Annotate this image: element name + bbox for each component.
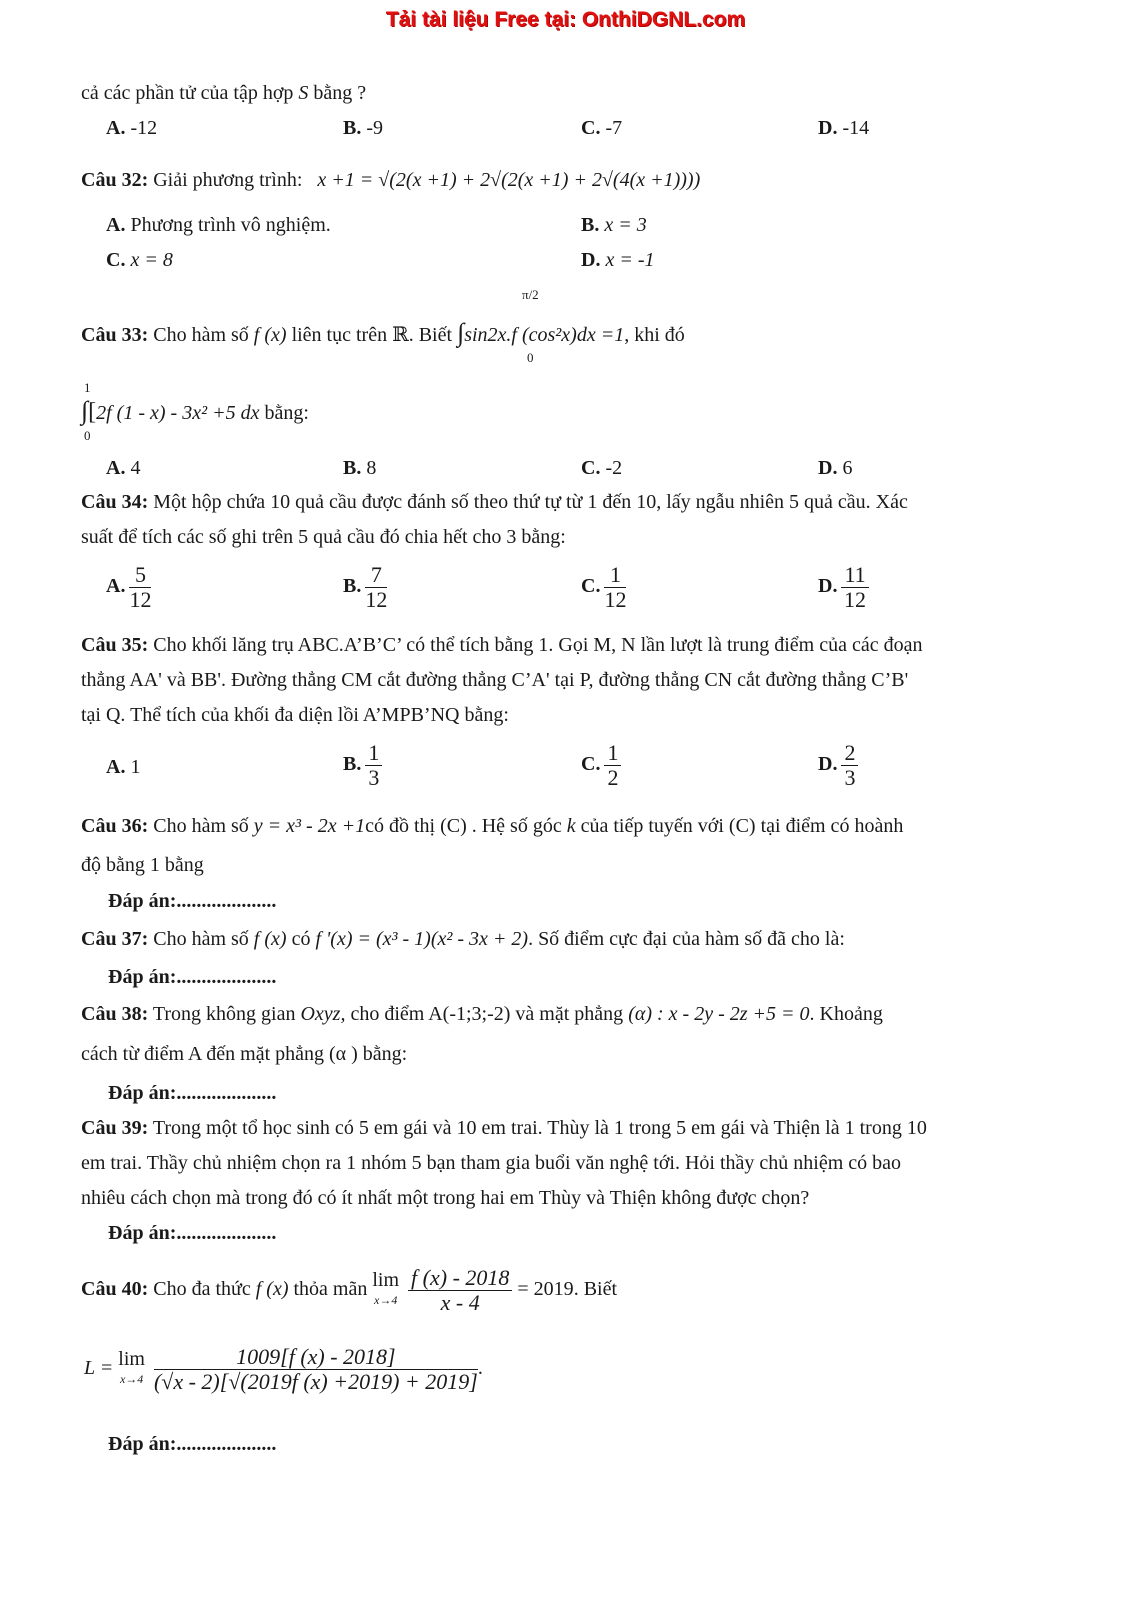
q33-upper-bound: π/2 <box>522 287 539 302</box>
q39-answer[interactable]: Đáp án:.................... <box>108 1222 277 1244</box>
q37-answer[interactable]: Đáp án:.................... <box>108 966 277 988</box>
q33-lower-bound: 0 <box>527 350 534 365</box>
q31-text: cả các phần tử của tập hợp S bằng ? <box>81 82 367 104</box>
q38-line-1: Câu 38: Trong không gian Oxyz, cho điểm A(-1;3;-2) và mặt phẳng (α) : x - 2y - 2z +5 = 0. Khoảng <box>81 1003 883 1025</box>
q34-option-b[interactable]: B. $\frac{7}{12}$ <box>343 562 388 612</box>
q40-lim-sub: x→4 <box>374 1293 398 1308</box>
q39-line-2: em trai. Thầy chủ nhiệm chọn ra 1 nhóm 5 bạn tham gia buổi văn nghệ tới. Hỏi thầy chủ nhiệm có bao <box>81 1152 902 1174</box>
page-header: Tải tài liệu Free tại: OnthiDGNL.com <box>385 8 746 31</box>
q31-option-d[interactable]: D. -14 <box>818 117 870 139</box>
q33-stem: Câu 33: Cho hàm số f (x) liên tục trên ℝ. Biết ∫sin2x.f (cos²x)dx =1, khi đó <box>81 318 685 347</box>
q39-line-3: nhiêu cách chọn mà trong đó có ít nhất một trong hai em Thùy và Thiện không được chọn? <box>81 1187 810 1209</box>
q34-line-2: suất để tích các số ghi trên 5 quả cầu đó chia hết cho 3 bằng: <box>81 526 566 548</box>
q40-lim: lim <box>372 1269 400 1292</box>
q35-line-3: tại Q. Thể tích của khối đa diện lồi A’MPB’NQ bằng: <box>81 704 509 726</box>
q39-line-1: Câu 39: Trong một tổ học sinh có 5 em gái và 10 em trai. Thùy là 1 trong 5 em gái và Thiện là 1 trong 10 <box>81 1117 927 1139</box>
q35-line-1: Câu 35: Cho khối lăng trụ ABC.A’B’C’ có thể tích bằng 1. Gọi M, N lần lượt là trung điểm của các đoạn <box>81 634 923 656</box>
q34-option-d[interactable]: D. $\frac{11}{12}$ <box>818 563 869 612</box>
q33-lower-bound-2: 0 <box>84 428 91 443</box>
q35-line-2: thẳng AA' và BB'. Đường thẳng CM cắt đường thẳng C’A' tại P, đường thẳng CN cắt đường thẳng C’B' <box>81 669 909 691</box>
q32-stem: Câu 32: Giải phương trình: x +1 = √(2(x +1) + 2√(2(x +1) + 2√(4(x +1)))) <box>81 169 701 191</box>
q35-option-a[interactable]: A. 1 <box>106 756 141 778</box>
q40-line-1: Câu 40: Cho đa thức f (x) thỏa mãn lim x→4 $\frac{f (x) - 2018}{x - 4}$ = 2019. Biết <box>81 1264 618 1315</box>
q33-integral-line: ∫[2f (1 - x) - 3x² +5 dx bằng: <box>81 396 309 425</box>
q34-option-c[interactable]: C. $\frac{1}{12}$ <box>581 562 627 612</box>
q31-option-c[interactable]: C. -7 <box>581 117 623 139</box>
q35-option-c[interactable]: C. $\frac{1}{2}$ <box>581 741 621 790</box>
q33-option-b[interactable]: B. 8 <box>343 457 377 479</box>
q33-upper-bound-2: 1 <box>84 380 91 395</box>
q32-option-a[interactable]: A. Phương trình vô nghiệm. <box>106 214 331 236</box>
q34-option-a[interactable]: A. $\frac{5}{12}$ <box>106 562 152 612</box>
q31-option-b[interactable]: B. -9 <box>343 117 384 139</box>
q32-option-c[interactable]: C. x = 8 <box>106 249 173 271</box>
q32-option-b[interactable]: B. x = 3 <box>581 214 647 236</box>
q32-equation: x +1 = √(2(x +1) + 2√(2(x +1) + 2√(4(x +1)))) <box>317 169 701 191</box>
q40-line-2: L = lim x→4 $\frac{1009[f (x) - 2018]}{(√x - 2)[√(2019f (x) +2019) + 2019]}$ . <box>84 1343 483 1394</box>
q33-option-c[interactable]: C. -2 <box>581 457 623 479</box>
q36-line-2: độ bằng 1 bằng <box>81 854 204 876</box>
q40-answer[interactable]: Đáp án:.................... <box>108 1433 277 1455</box>
q35-option-b[interactable]: B. $\frac{1}{3}$ <box>343 741 382 790</box>
q34-line-1: Câu 34: Một hộp chứa 10 quả cầu được đánh số theo thứ tự từ 1 đến 10, lấy ngẫu nhiên 5 quả cầu. Xác <box>81 491 908 513</box>
q31-option-a[interactable]: A. -12 <box>106 117 158 139</box>
q36-line-1: Câu 36: Cho hàm số y = x³ - 2x +1có đồ thị (C) . Hệ số góc k của tiếp tuyến với (C) tại điểm có hoành <box>81 815 904 837</box>
q32-option-d[interactable]: D. x = -1 <box>581 249 655 271</box>
q38-answer[interactable]: Đáp án:.................... <box>108 1082 277 1104</box>
q33-option-a[interactable]: A. 4 <box>106 457 141 479</box>
q35-option-d[interactable]: D. $\frac{2}{3}$ <box>818 741 858 790</box>
q38-line-2: cách từ điểm A đến mặt phẳng (α ) bằng: <box>81 1043 408 1065</box>
q33-option-d[interactable]: D. 6 <box>818 457 853 479</box>
q37-line-1: Câu 37: Cho hàm số f (x) có f '(x) = (x³ - 1)(x² - 3x + 2). Số điểm cực đại của hàm số đã cho là: <box>81 928 845 950</box>
q36-answer[interactable]: Đáp án:.................... <box>108 890 277 912</box>
